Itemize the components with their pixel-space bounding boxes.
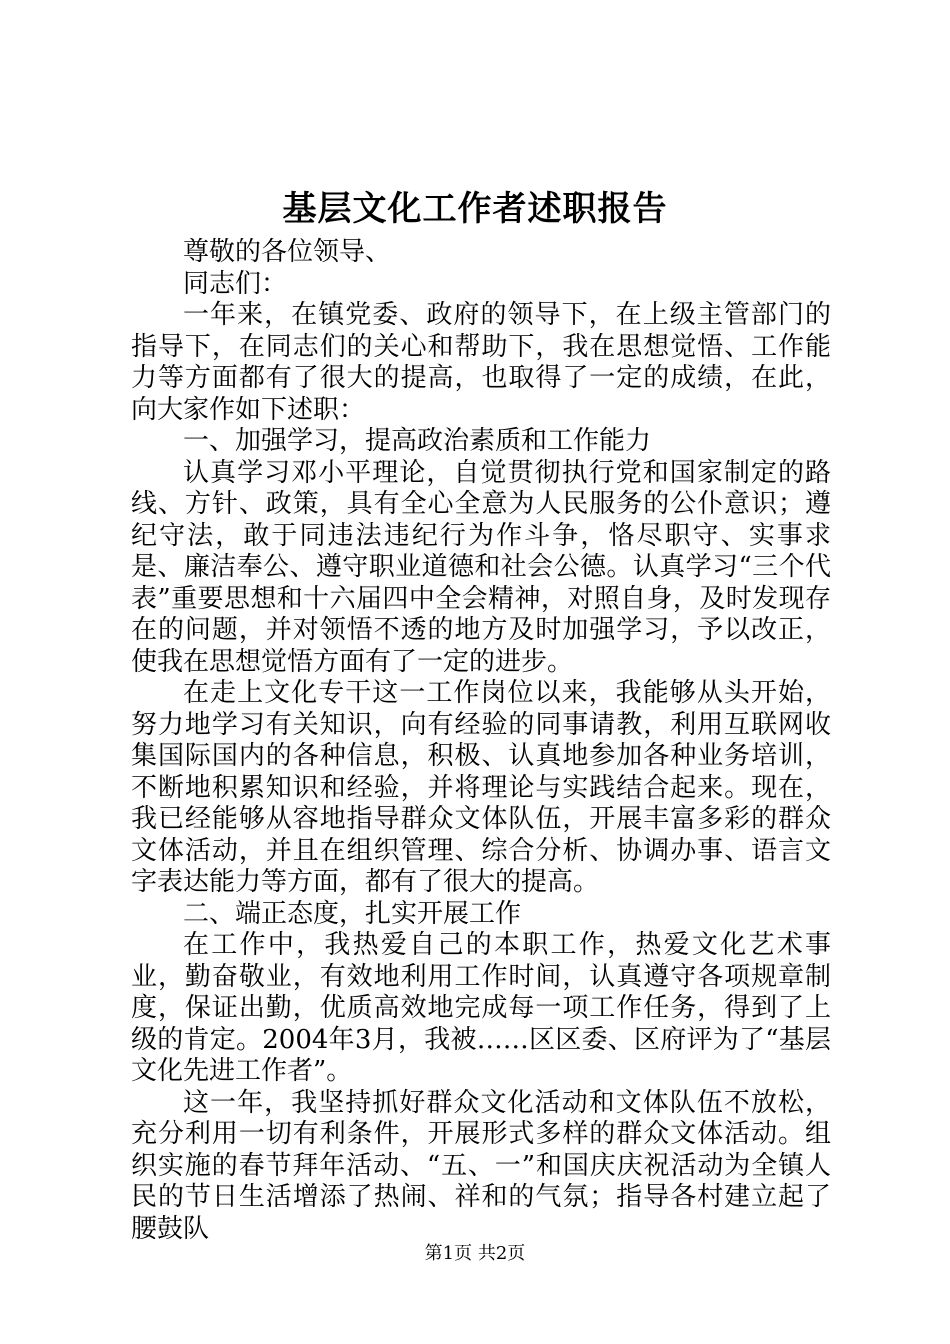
salutation-line-1: 尊敬的各位领导、 [183,237,392,267]
body-paragraph: 在走上文化专干这一工作岗位以来，我能够从头开始，努力地学习有关知识，向有经验的同事请教，利用互联网收集国际国内的各种信息，积极、认真地参加各种业务培训，不断地积累知识和经验，并将理论与实践结合起来。现在，我已经能够从容地指导群众文体队伍，开展丰富多彩的群众文体活动，并且在组织管理、综合分析、协调办事、语言文字表达能力等方面，都有了很大的提高。 [131,678,831,897]
intro-paragraph: 一年来，在镇党委、政府的领导下，在上级主管部门的指导下，在同志们的关心和帮助下，我在思想觉悟、工作能力等方面都有了很大的提高，也取得了一定的成绩，在此，向大家作如下述职： [131,300,831,425]
body-paragraph: 这一年，我坚持抓好群众文化活动和文体队伍不放松，充分利用一切有利条件，开展形式多样的群众文体活动。组织实施的春节拜年活动、“五、一”和国庆庆祝活动为全镇人民的节日生活增添了热闹、祥和的气氛；指导各村建立起了腰鼓队 [131,1087,831,1244]
document-body [131,237,831,1245]
page-number-footer: 第1页 共2页 [424,1243,526,1264]
section-heading-2: 二、端正态度，扎实开展工作 [183,898,522,929]
salutation-line-2: 同志们： [183,268,288,299]
body-paragraph: 认真学习邓小平理论，自觉贯彻执行党和国家制定的路线、方针、政策，具有全心全意为人民服务的公仆意识；遵纪守法，敢于同违法违纪行为作斗争，恪尽职守、实事求是、廉洁奉公、遵守职业道德和社会公德。认真学习“三个代表”重要思想和十六届四中全会精神，对照自身，及时发现存在的问题，并对领悟不透的地方及时加强学习，予以改正，使我在思想觉悟方面有了一定的进步。 [131,457,831,677]
document-title: 基层文化工作者述职报告 [282,189,668,229]
body-paragraph: 在工作中，我热爱自己的本职工作，热爱文化艺术事业，勤奋敬业，有效地利用工作时间，认真遵守各项规章制度，保证出勤，优质高效地完成每一项工作任务，得到了上级的肯定。2004年3月，我被……区区委、区府评为了“基层文化先进工作者”。 [131,930,831,1086]
section-heading-1: 一、加强学习，提高政治素质和工作能力 [183,426,652,456]
